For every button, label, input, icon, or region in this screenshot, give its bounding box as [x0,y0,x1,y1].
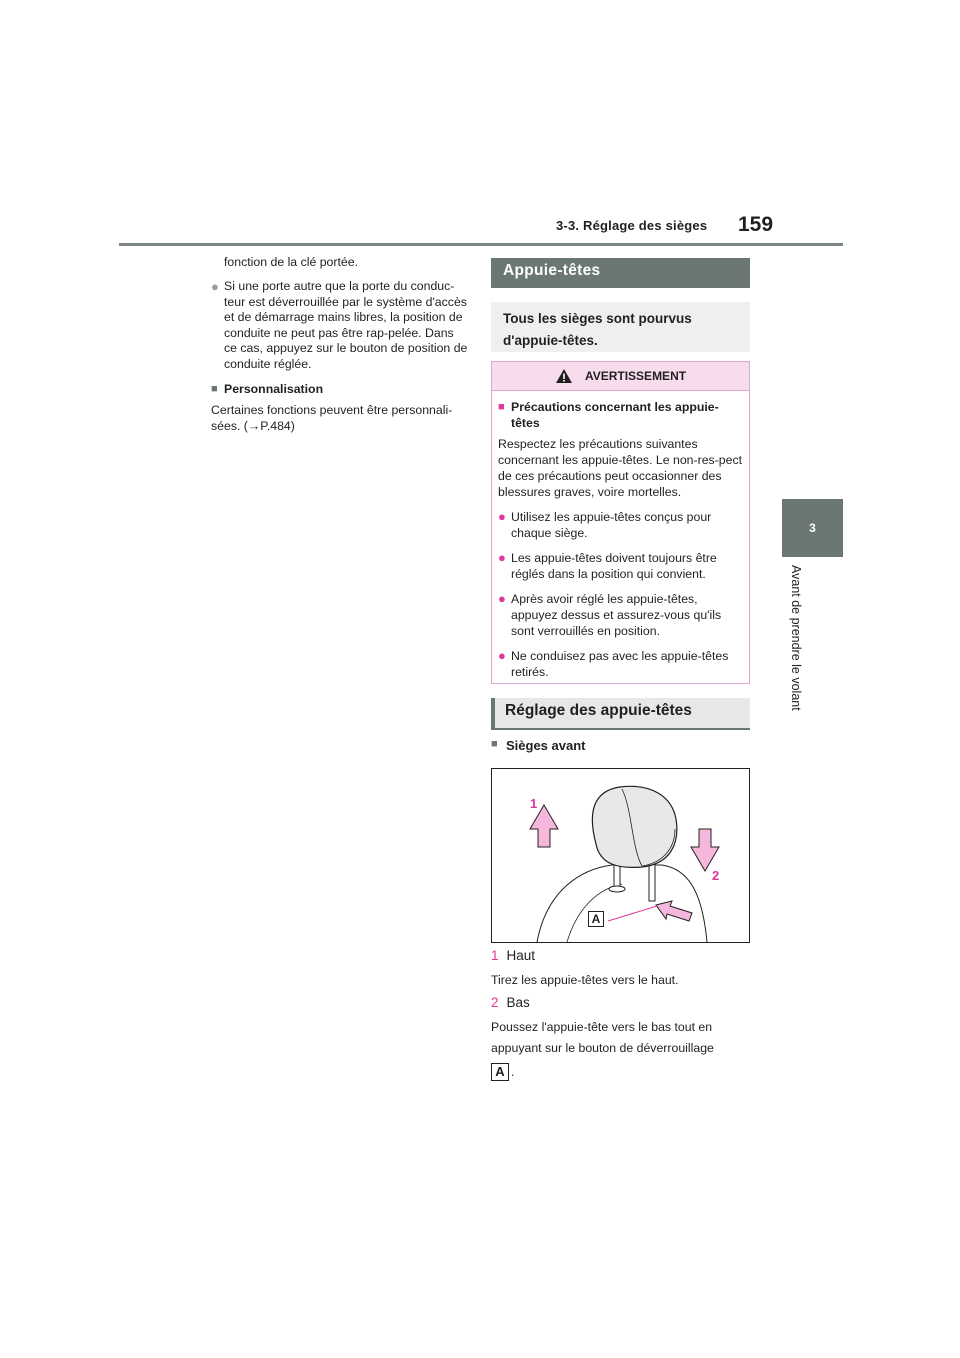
personalisation-title: ■ Personnalisation [211,382,324,396]
bullet-dot-icon: ● [498,509,506,524]
warning-box [491,361,750,684]
warning-text: Respectez les précautions suivantes concernant les appuie-têtes. Le non-res-pect de ces précautions peut occasionner des blessures graves, voire mortelles. [498,437,743,499]
warning-triangle-icon [555,368,573,384]
step-2-label: Bas [506,995,530,1010]
warning-item: ● Utilisez les appuie-têtes conçus pour chaque siège. [498,509,712,540]
section-heading-appuie-tetes: Appuie-têtes [491,258,750,288]
personalisation-text: Certaines fonctions peuvent être personnali-sées. (→P.484) [211,403,453,433]
step-1-label: Haut [506,948,536,963]
square-bullet-icon: ■ [491,738,498,750]
step-1-number: 1 [491,948,499,963]
continued-text: fonction de la clé portée. [224,255,358,269]
subheading-sieges-avant: ■ Sièges avant [491,738,586,753]
step-2-text-line2: appuyant sur le bouton de déverrouillage [491,1041,714,1055]
step-2-number: 2 [491,995,499,1010]
bullet-dot-icon: ● [498,648,506,663]
step-2-text-line1: Poussez l'appuie-tête vers le bas tout en [491,1020,713,1034]
section-title: 3-3. Réglage des sièges [556,218,708,233]
headrest-figure [491,768,750,943]
bullet-item [211,279,469,372]
step-2-ref: A . [491,1063,514,1081]
warning-title: AVERTISSEMENT [584,369,687,383]
intro-box: Tous les sièges sont pourvus d'appuie-têtes. [491,302,750,352]
bullet-dot-icon: ● [498,591,506,606]
step-1 [491,948,750,963]
figure-label-button: A [588,911,604,927]
header-rule [119,243,843,246]
bullet-dot-icon: ● [498,550,506,565]
step-2 [491,995,750,1010]
chapter-title: Avant de prendre le volant [789,565,803,711]
headrest-illustration [492,769,749,942]
warning-item: ● Ne conduisez pas avec les appuie-têtes retirés. [498,648,729,679]
figure-label-up: 1 [530,796,538,811]
button-label-a: A [491,1063,509,1081]
square-bullet-icon: ■ [498,401,505,413]
warning-subtitle: ■ Précautions concernant les appuie-têtes [498,400,719,430]
section-heading-reglage: Réglage des appuie-têtes [491,698,750,730]
warning-item: ● Les appuie-têtes doivent toujours être réglés dans la position qui convient. [498,550,717,581]
chapter-tab: 3 [782,499,843,557]
page-number: 159 [738,213,774,236]
figure-label-down: 2 [712,868,720,883]
warning-header [492,362,749,391]
square-bullet-icon: ■ [211,383,218,395]
bullet-text: Si une porte autre que la porte du conduc-teur est déverrouillée par le système d'accès et de démarrage mains libres, la position de conduite ne peut pas être rap-pelée. Dans ce cas, appuyez sur le bouton de position de conduite réglée. [224,279,468,371]
bullet-dot-icon: ● [211,279,219,294]
step-1-text: Tirez les appuie-têtes vers le haut. [491,973,679,987]
warning-item: ● Après avoir réglé les appuie-têtes, appuyez dessus et assurez-vous qu'ils sont verrouillés en position. [498,591,722,638]
